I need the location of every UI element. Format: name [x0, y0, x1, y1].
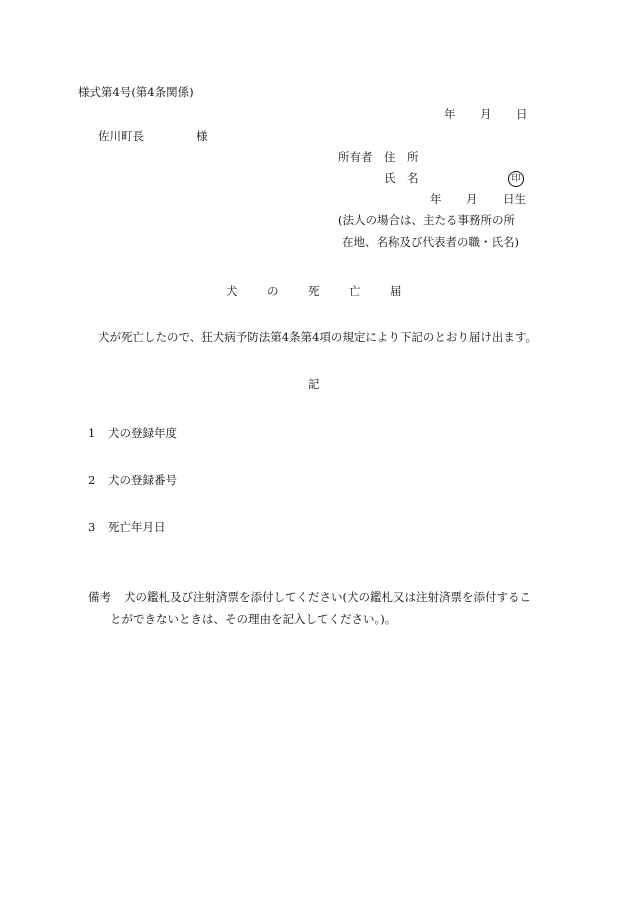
- owner-name-label: 氏 名: [384, 171, 419, 185]
- addressee-town-chief: 佐川町長: [98, 129, 144, 143]
- owner-label: 所有者: [338, 150, 373, 164]
- corporation-note-line-1: (法人の場合は、主たる事務所の所: [338, 213, 515, 227]
- item-number: 2: [88, 473, 96, 487]
- remarks-label: 備考: [88, 590, 111, 604]
- title-char-2: の: [267, 284, 279, 298]
- ki-heading: 記: [308, 377, 320, 391]
- date-year-label: 年: [444, 107, 456, 121]
- seal-mark: 印: [508, 171, 524, 187]
- item-number: 3: [88, 520, 96, 534]
- birth-year-label: 年: [430, 192, 442, 206]
- item-label-death-date: 死亡年月日: [108, 520, 166, 534]
- date-month-label: 月: [480, 107, 492, 121]
- item-label-registration-year: 犬の登録年度: [108, 426, 177, 440]
- date-day-label: 日: [516, 107, 528, 121]
- title-char-1: 犬: [226, 284, 238, 298]
- birth-month-label: 月: [466, 192, 478, 206]
- title-char-4: 亡: [349, 284, 361, 298]
- item-number: 1: [88, 426, 96, 440]
- owner-address-label: 住 所: [384, 150, 419, 164]
- addressee-honorific: 様: [196, 129, 208, 143]
- corporation-note-line-2: 在地、名称及び代表者の職・氏名): [342, 235, 519, 249]
- item-label-registration-number: 犬の登録番号: [108, 473, 177, 487]
- birth-day-label: 日生: [503, 192, 526, 206]
- remarks-line-2: とができないときは、その理由を記入してください。)。: [110, 612, 397, 626]
- title-char-5: 届: [390, 284, 402, 298]
- remarks-line-1: 犬の鑑札及び注射済票を添付してください(犬の鑑札又は注射済票を添付するこ: [124, 590, 531, 604]
- form-number: 様式第4号(第4条関係): [78, 85, 194, 99]
- title-char-3: 死: [308, 284, 320, 298]
- body-statement: 犬が死亡したので、狂犬病予防法第4条第4項の規定により下記のとおり届け出ます。: [98, 330, 537, 344]
